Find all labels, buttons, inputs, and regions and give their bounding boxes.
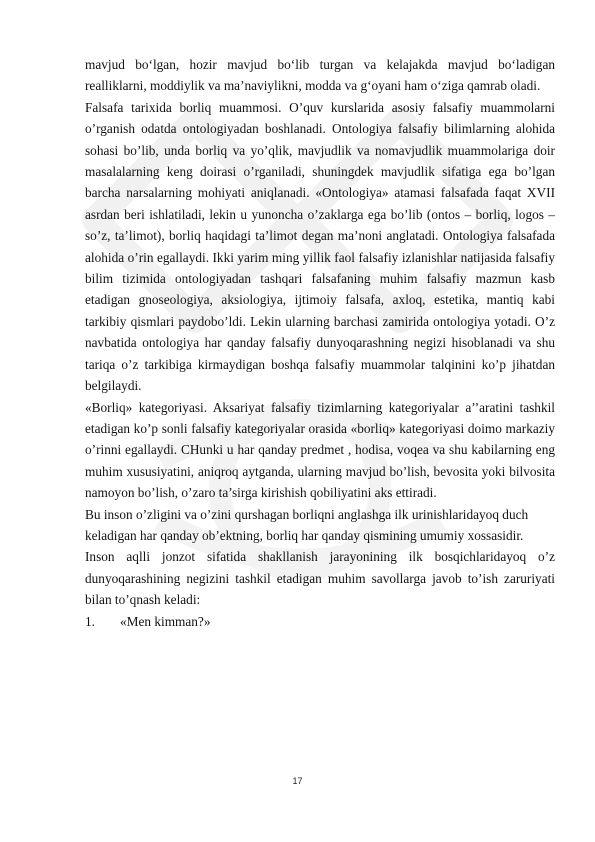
- list-item-number: 1.: [85, 613, 95, 629]
- paragraph-5: Inson aqlli jonzot sifatida shakllanish jarayonining ilk bosqichlaridayoq o’z dunyoqarashining negizini tashkil etadigan muhim savollarga javob to’ish zaruriyati bilan to’qnash keladi:: [85, 549, 555, 608]
- list-item-text: «Men kimman?»: [120, 613, 211, 629]
- list-item: [85, 611, 555, 632]
- paragraph-4: Bu inson o’zligini va o’zini qurshagan borliqni anglashga ilk urinishlaridayoq duch keladigan har qanday ob’ektning, borliq har qanday qismining umumiy xossasidir.: [85, 506, 529, 543]
- document-body: [85, 54, 555, 632]
- paragraph-3: «Borliq» kategoriyasi. Aksariyat falsafiy tizimlarning kategoriyalar a’’aratini tashkil etadigan ko’p sonli falsafiy kategoriyalar orasida «borliq» kategoriyasi doimo markaziy o’rinni egallaydi. CHunki u har qanday predmet , hodisa, voqea va shu kabilarning eng muhim xususiyatini, aniqroq aytganda, ularning mavjud bo’lish, bevosita yoki bilvosita namoyon bo’lish, o’zaro ta’sirga kirishish qobiliyatini aks ettiradi.: [85, 399, 555, 501]
- paragraph-2: Falsafa tarixida borliq muammosi. O’quv kurslarida asosiy falsafiy muammolarni o’rganish odatda ontologiyadan boshlanadi. Ontologiya falsafiy bilimlarning alohida sohasi bo’lib, unda borliq va yo’qlik, mavjudlik va nomavjudlik muammolariga doir masalalarning keng doirasi o’rganiladi, shuningdek mavjudlik sifatiga ega bo’lgan barcha narsalarning mohiyati aniqlanadi. «Ontologiya» atamasi falsafada faqat XVII asrdan beri ishlatiladi, lekin u yunoncha o’zaklarga ega bo’lib (ontos – borliq, logos – so’z, ta’limot), borliq haqidagi ta’limot degan ma’noni anglatadi. Ontologiya falsafada alohida o’rin egallaydi. Ikki yarim ming yillik faol falsafiy izlanishlar natijasida falsafiy bilim tizimida ontologiyadan tashqari falsafaning muhim falsafiy mazmun kasb etadigan gnoseologiya, aksiologiya, ijtimoiy falsafa, axloq, estetika, mantiq kabi tarkibiy qismlari paydobo’ldi. Lekin ularning barchasi zamirida ontologiya yotadi. O’z navbatida ontologiya har qanday falsafiy dunyoqarashning negizi hisoblanadi va shu tariqa o’z tarkibiga kirmaydigan boshqa falsafiy muammolar talqinini ko’p jihatdan belgilaydi.: [85, 99, 555, 394]
- paragraph-1: mavjud bo‘lgan, hozir mavjud bo‘lib turgan va kelajakda mavjud bo‘ladigan realliklarni, moddiylik va ma’naviylikni, modda va g‘oyani ham o‘ziga qamrab oladi.: [85, 57, 555, 94]
- page-number: 17: [292, 776, 303, 786]
